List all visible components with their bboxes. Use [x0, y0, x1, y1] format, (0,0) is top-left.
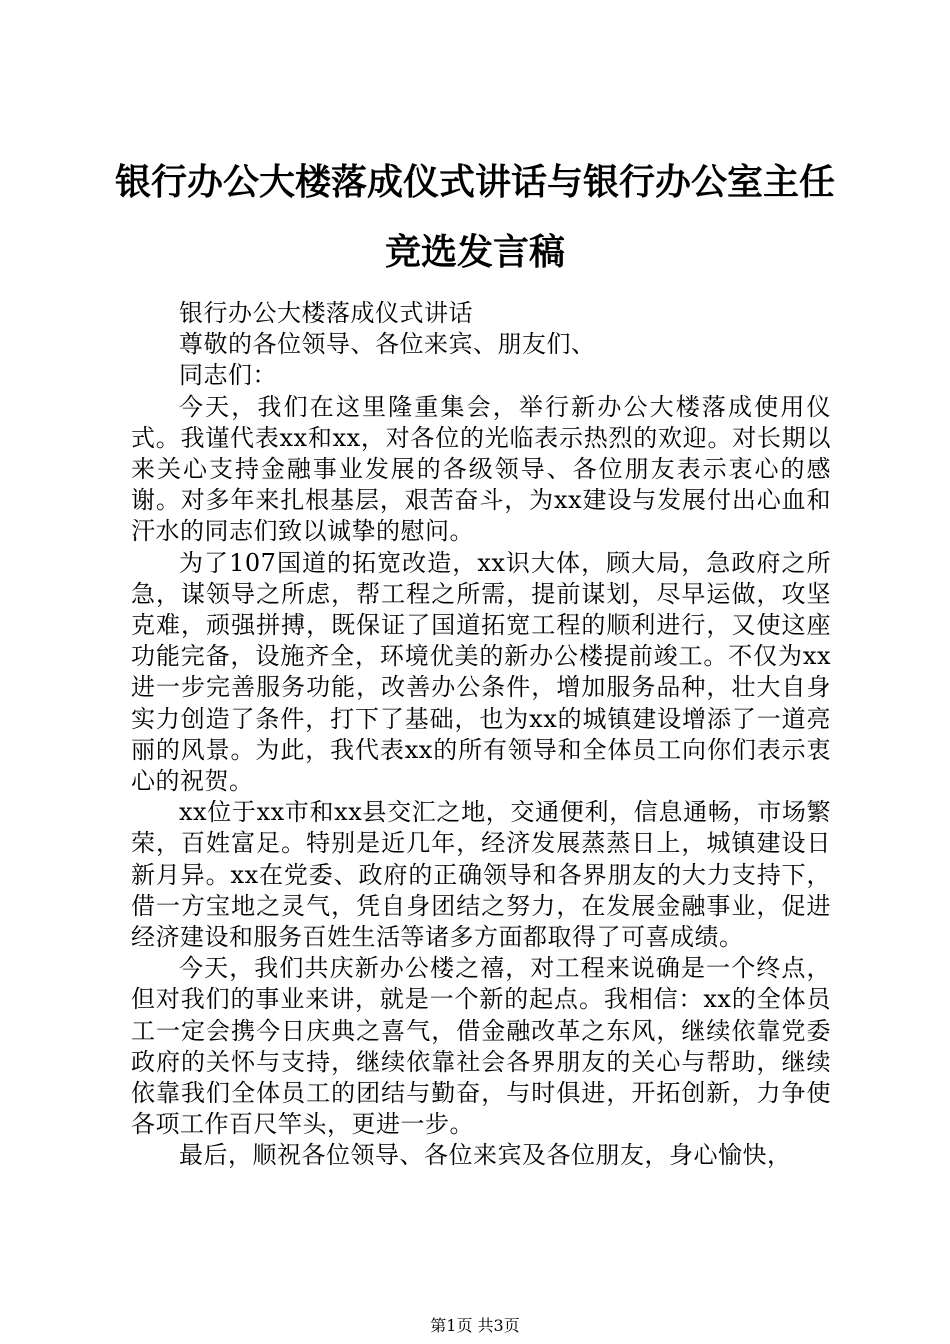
paragraph-closing: 最后，顺祝各位领导、各位来宾及各位朋友，身心愉快， — [179, 1141, 792, 1170]
document-title — [60, 160, 890, 274]
paragraph-speech-heading: 银行办公大楼落成仪式讲话 — [179, 299, 473, 327]
paragraph-new-start: 今天，我们共庆新办公楼之禧，对工程来说确是一个终点，但对我们的事业来讲，就是一个新的起点。我相信：xx的全体员工一定会携今日庆典之喜气，借金融改革之东风，继续依靠党委政府的关怀与支持，继续依靠社会各界朋友的关心与帮助，继续依靠我们全体员工的团结与勤奋，与时俱进，开拓创新，力争使各项工作百尺竿头，更进一步。 — [131, 954, 831, 1139]
paragraph-salutation: 尊敬的各位领导、各位来宾、朋友们、 — [179, 330, 596, 359]
document-body — [131, 298, 831, 1172]
title-line-1: 银行办公大楼落成仪式讲话与银行办公室主任 — [114, 161, 835, 203]
paragraph-location: xx位于xx市和xx县交汇之地，交通便利，信息通畅，市场繁荣，百姓富足。特别是近几年，经济发展蒸蒸日上，城镇建设日新月异。xx在党委、政府的正确领导和各界朋友的大力支持下，借一方宝地之灵气，凭自身团结之努力，在发展金融事业，促进经济建设和服务百姓生活等诸多方面都取得了可喜成绩。 — [131, 798, 831, 952]
paragraph-welcome: 今天，我们在这里隆重集会，举行新办公大楼落成使用仪式。我谨代表xx和xx，对各位的光临表示热烈的欢迎。对长期以来关心支持金融事业发展的各级领导、各位朋友表示衷心的感谢。对多年来扎根基层，艰苦奋斗，为xx建设与发展付出心血和汗水的同志们致以诚挚的慰问。 — [131, 392, 831, 546]
paragraph-salutation-comrades: 同志们： — [179, 361, 277, 390]
page-footer: 第1页 共3页 — [430, 1316, 520, 1335]
paragraph-road-project: 为了107国道的拓宽改造，xx识大体，顾大局，急政府之所急，谋领导之所虑，帮工程之所需，提前谋划，尽早运做，攻坚克难，顽强拼搏，既保证了国道拓宽工程的顺利进行，又使这座功能完备，设施齐全，环境优美的新办公楼提前竣工。不仅为xx进一步完善服务功能，改善办公条件，增加服务品种，壮大自身实力创造了条件，打下了基础，也为xx的城镇建设增添了一道亮丽的风景。为此，我代表xx的所有领导和全体员工向你们表示衷心的祝贺。 — [131, 548, 831, 796]
title-line-2: 竞选发言稿 — [384, 231, 565, 273]
